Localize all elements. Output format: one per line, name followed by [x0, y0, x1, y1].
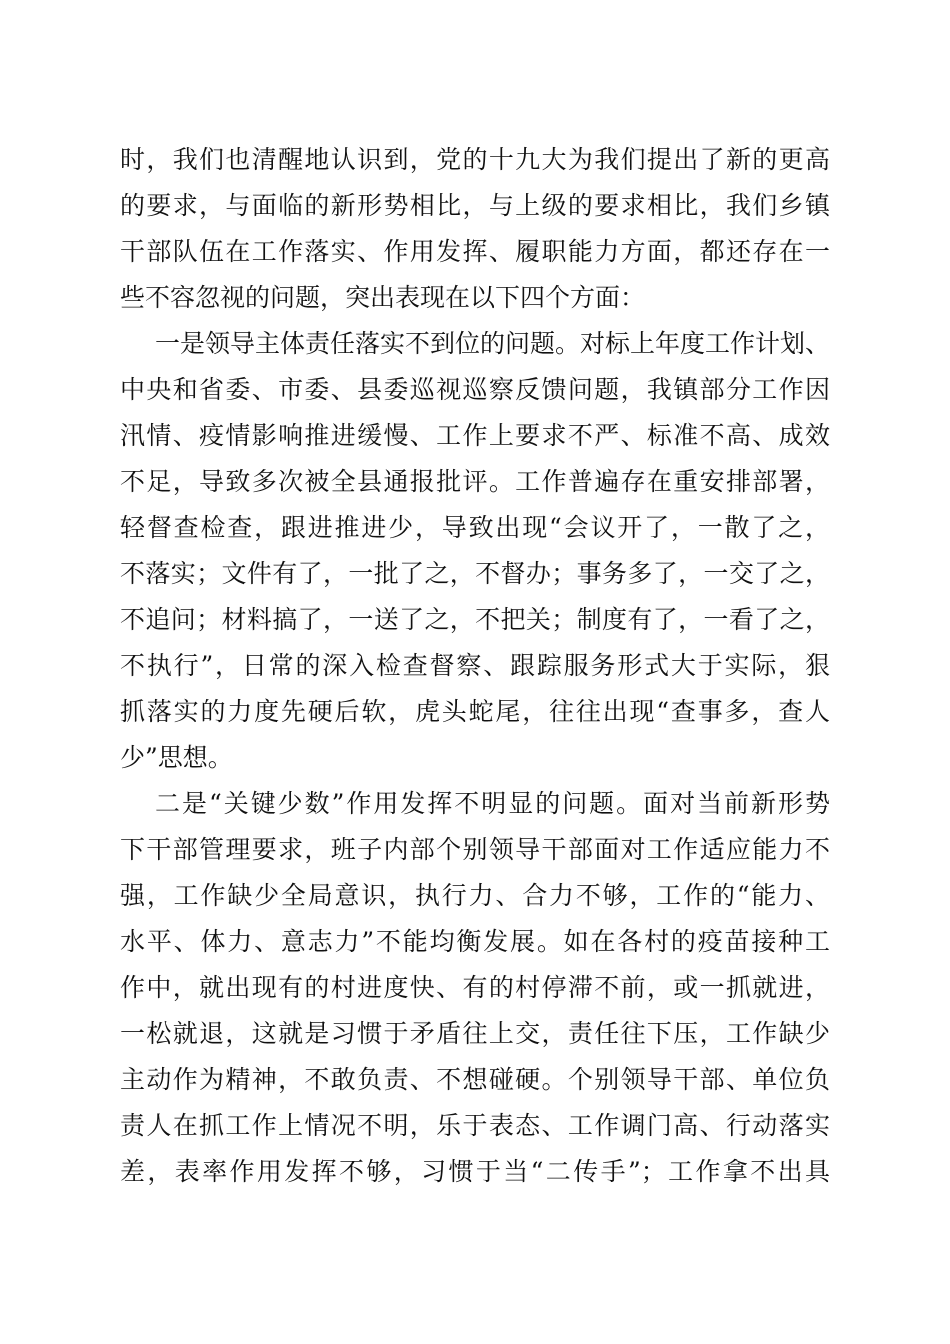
paragraph-line: 一是领导主体责任落实不到位的问题。对标上年度工作计划、 [155, 329, 831, 358]
paragraph-line: 差，表率作用发挥不够，习惯于当“二传手”；工作拿不出具 [120, 1157, 830, 1186]
paragraph-line: 不执行”，日常的深入检查督察、跟踪服务形式大于实际，狠 [120, 651, 830, 680]
paragraph-line: 汛情、疫情影响推进缓慢、工作上要求不严、标准不高、成效 [120, 421, 830, 450]
paragraph-line: 一松就退，这就是习惯于矛盾往上交，责任往下压，工作缺少 [120, 1019, 830, 1048]
paragraph-line: 二是“关键少数”作用发挥不明显的问题。面对当前新形势 [155, 789, 830, 818]
paragraph-line: 不落实；文件有了，一批了之，不督办；事务多了，一交了之， [120, 559, 830, 588]
paragraph-line: 强，工作缺少全局意识，执行力、合力不够，工作的“能力、 [120, 881, 830, 910]
paragraph-line: 时，我们也清醒地认识到，党的十九大为我们提出了新的更高 [120, 145, 830, 174]
paragraph-line: 些不容忽视的问题，突出表现在以下四个方面： [120, 283, 646, 312]
paragraph-line: 干部队伍在工作落实、作用发挥、履职能力方面，都还存在一 [120, 237, 830, 266]
paragraph-line: 中央和省委、市委、县委巡视巡察反馈问题，我镇部分工作因 [120, 375, 830, 404]
paragraph-line: 少”思想。 [120, 743, 233, 772]
paragraph-line: 主动作为精神，不敢负责、不想碰硬。个别领导干部、单位负 [120, 1065, 830, 1094]
paragraph-line: 轻督查检查，跟进推进少，导致出现“会议开了，一散了之， [120, 513, 830, 542]
paragraph-line: 不足，导致多次被全县通报批评。工作普遍存在重安排部署， [120, 467, 830, 496]
paragraph-line: 不追问；材料搞了，一送了之，不把关；制度有了，一看了之， [120, 605, 830, 634]
paragraph-line: 水平、体力、意志力”不能均衡发展。如在各村的疫苗接种工 [120, 927, 830, 956]
paragraph-line: 作中，就出现有的村进度快、有的村停滞不前，或一抓就进， [120, 973, 830, 1002]
paragraph-line: 抓落实的力度先硬后软，虎头蛇尾，往往出现“查事多，查人 [120, 697, 830, 726]
paragraph-line: 下干部管理要求，班子内部个别领导干部面对工作适应能力不 [120, 835, 830, 864]
paragraph-line: 责人在抓工作上情况不明，乐于表态、工作调门高、行动落实 [120, 1111, 830, 1140]
paragraph-line: 的要求，与面临的新形势相比，与上级的要求相比，我们乡镇 [120, 191, 830, 220]
